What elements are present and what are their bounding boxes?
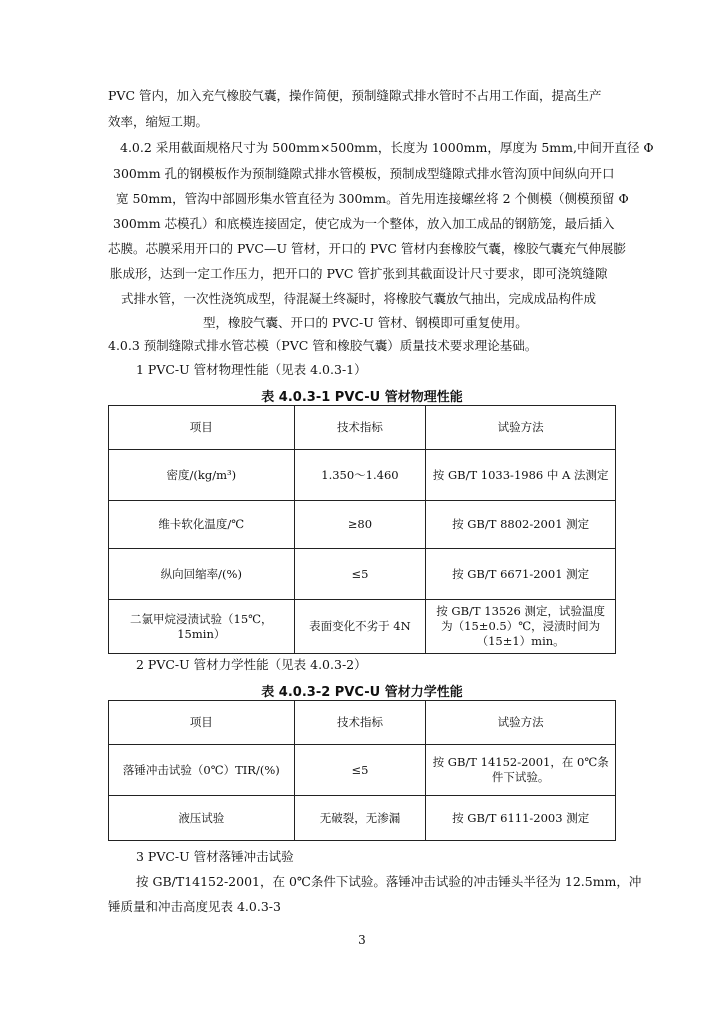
table-row (109, 600, 616, 654)
table-cell: 1.350～1.460 (294, 450, 426, 501)
table-cell: 表面变化不劣于 4N (294, 600, 426, 654)
paragraph-line: 型，橡胶气囊、开口的 PVC-U 管材、钢模即可重复使用。 (203, 315, 528, 330)
table-cell: 无破裂，无渗漏 (294, 796, 426, 841)
table-cell: 二氯甲烷浸渍试验（15℃，15min） (109, 600, 295, 654)
table-header-cell: 试验方法 (426, 406, 616, 450)
table-cell: 密度/(kg/m³) (109, 450, 295, 501)
paragraph-line: 300mm 芯模孔）和底模连接固定，使它成为一个整体，放入加工成品的钢筋笼，最后插入 (113, 216, 615, 231)
table-row (109, 450, 616, 501)
table-cell: 按 GB/T 6671-2001 测定 (426, 549, 616, 600)
paragraph-line: 300mm 孔的钢模板作为预制缝隙式排水管模板，预制成型缝隙式排水管沟顶中间纵向开口 (113, 166, 615, 181)
paragraph-line: 式排水管，一次性浇筑成型，待混凝土终凝时，将橡胶气囊放气抽出，完成成品构件成 (121, 291, 597, 306)
table-cell: 按 GB/T 8802-2001 测定 (426, 501, 616, 549)
table-cell: ≤5 (294, 549, 426, 600)
paragraph-line: PVC 管内，加入充气橡胶气囊，操作简便，预制缝隙式排水管时不占用工作面，提高生产 (108, 88, 602, 103)
table-cell: 维卡软化温度/℃ (109, 501, 295, 549)
table-row (109, 549, 616, 600)
table-cell: 按 GB/T 1033-1986 中 A 法测定 (426, 450, 616, 501)
paragraph-line: 按 GB/T14152-2001，在 0℃条件下试验。落锤冲击试验的冲击锤头半径为 12.5mm，冲 (136, 874, 642, 889)
clause-4-0-3-heading: 4.0.3 预制缝隙式排水管芯模（PVC 管和橡胶气囊）质量技术要求理论基础。 (108, 338, 538, 353)
table1-title: 表 4.0.3-1 PVC-U 管材物理性能 (261, 390, 463, 405)
paragraph-line: 宽 50mm，管沟中部圆形集水管直径为 300mm。首先用连接螺丝将 2 个侧模（侧模预留 Φ (116, 191, 629, 206)
table2-title: 表 4.0.3-2 PVC-U 管材力学性能 (261, 685, 463, 700)
list-item-3: 3 PVC-U 管材落锤冲击试验 (136, 849, 294, 864)
list-item-2: 2 PVC-U 管材力学性能（见表 4.0.3-2） (136, 657, 367, 672)
table-header-row (109, 406, 616, 450)
table-header-cell: 技术指标 (294, 701, 426, 745)
paragraph-line: 效率，缩短工期。 (108, 114, 209, 129)
table-cell: ≤5 (294, 745, 426, 796)
table-header-cell: 项目 (109, 406, 295, 450)
paragraph-line: 锤质量和冲击高度见表 4.0.3-3 (108, 899, 281, 914)
physical-properties-table (108, 405, 616, 654)
mechanical-properties-table (108, 700, 616, 841)
table-row (109, 796, 616, 841)
table-cell: 液压试验 (109, 796, 295, 841)
table-cell: ≥80 (294, 501, 426, 549)
table-header-cell: 技术指标 (294, 406, 426, 450)
table-row (109, 745, 616, 796)
table-cell: 按 GB/T 14152-2001，在 0℃条件下试验。 (426, 745, 616, 796)
list-item-1: 1 PVC-U 管材物理性能（见表 4.0.3-1） (136, 362, 367, 377)
table-row (109, 501, 616, 549)
table-header-cell: 试验方法 (426, 701, 616, 745)
page-number: 3 (358, 933, 366, 947)
clause-4-0-2-heading: 4.0.2 采用截面规格尺寸为 500mm×500mm，长度为 1000mm，厚度为 5mm,中间开直径 Φ (120, 140, 654, 155)
table-cell: 落锤冲击试验（0℃）TIR/(%) (109, 745, 295, 796)
paragraph-line: 胀成形，达到一定工作压力，把开口的 PVC 管扩张到其截面设计尺寸要求，即可浇筑缝隙 (110, 266, 608, 281)
table-cell: 按 GB/T 6111-2003 测定 (426, 796, 616, 841)
table-cell: 按 GB/T 13526 测定，试验温度为（15±0.5）℃，浸渍时间为（15±1）min。 (426, 600, 616, 654)
paragraph-line: 芯膜。芯膜采用开口的 PVC—U 管材，开口的 PVC 管材内套橡胶气囊，橡胶气囊充气伸展膨 (108, 241, 626, 256)
table-cell: 纵向回缩率/(%) (109, 549, 295, 600)
table-header-cell: 项目 (109, 701, 295, 745)
table-header-row (109, 701, 616, 745)
